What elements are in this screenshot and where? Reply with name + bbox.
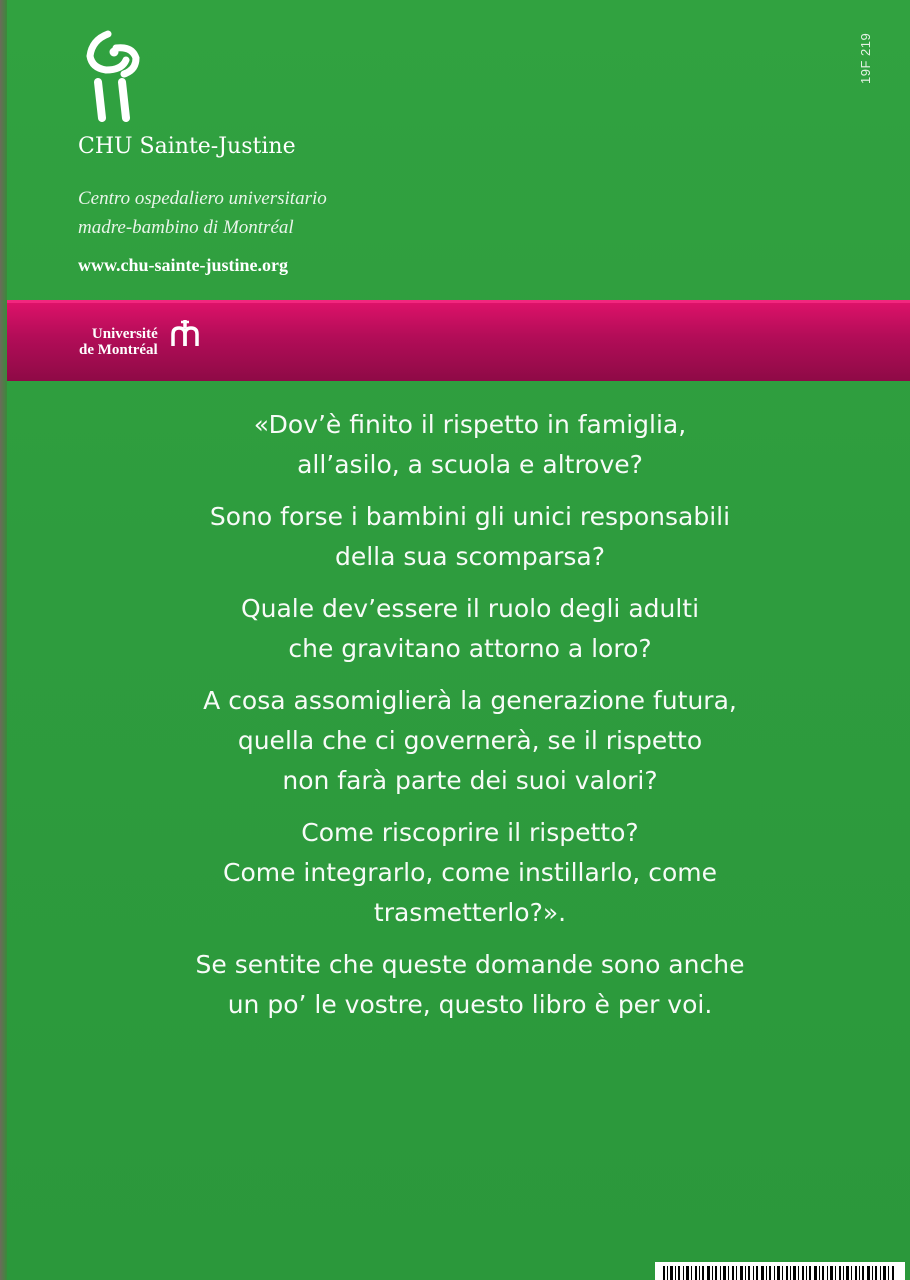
publisher-subtitle [78, 184, 327, 242]
university-name [79, 326, 158, 358]
blurb-paragraph: A cosa assomiglierà la generazione futura, quella che ci governerà, se il rispetto non farà parte dei suoi valori? [203, 686, 737, 795]
barcode-icon [655, 1262, 905, 1280]
publisher-url: www.chu-sainte-justine.org [78, 255, 288, 275]
blurb-paragraph: Se sentite che queste domande sono anche un po’ le vostre, questo libro è per voi. [195, 950, 745, 1019]
barcode [655, 1262, 905, 1280]
university-name-line: Université [91, 326, 158, 342]
chu-sainte-justine-logo-icon [78, 26, 148, 122]
blurb-paragraph: Quale dev’essere il ruolo degli adulti che gravitano attorno a loro? [240, 594, 700, 663]
university-name-line: de Montréal [79, 342, 158, 358]
blurb-paragraph: «Dov’è finito il rispetto in famiglia, all’asilo, a scuola e altrove? [253, 410, 687, 479]
udem-logo-icon [170, 318, 206, 348]
publisher-name: CHU Sainte-Justine [78, 134, 296, 159]
blurb [150, 405, 790, 1037]
spine-code: 19F 219 [858, 32, 873, 84]
blurb-paragraph: Sono forse i bambini gli unici responsabili della sua scomparsa? [209, 502, 731, 571]
publisher-subtitle-line: madre-bambino di Montréal [78, 217, 294, 238]
cover-edge [0, 0, 7, 1280]
blurb-paragraph: Come riscoprire il rispetto? Come integrarlo, come instillarlo, come trasmetterlo?». [223, 818, 717, 927]
band-divider [7, 300, 910, 303]
publisher-subtitle-line: Centro ospedaliero universitario [78, 188, 327, 209]
